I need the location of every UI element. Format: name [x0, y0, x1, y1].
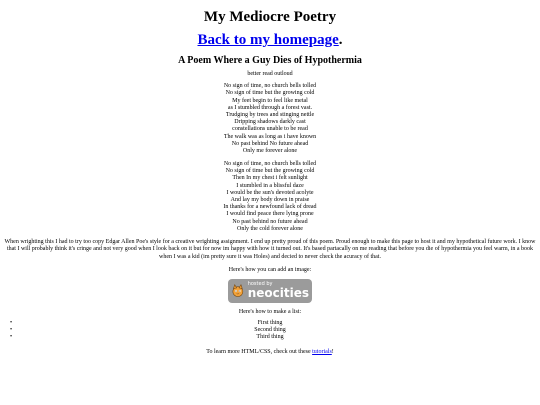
poem-line: Trudging by trees and stinging nettle [225, 111, 315, 118]
list-item: Third thing [256, 334, 284, 341]
poem-line: No past behind no future ahead [232, 218, 308, 225]
poem-line: And lay my body down in praise [230, 197, 310, 203]
bullet-icon: • [10, 334, 13, 341]
badge-wrap [4, 279, 536, 303]
tutorials-link[interactable]: tutorials [312, 349, 332, 356]
bullet-icon: • [10, 327, 13, 333]
stanza-2 [4, 161, 536, 233]
page-title: My Mediocre Poetry [203, 9, 337, 25]
poem-line: I stumbled in a blissful daze [236, 182, 304, 189]
badge-text [248, 282, 309, 299]
poem-line: My feet begin to feel like metal [232, 97, 308, 104]
poem-line: Dripping shadows darkly cast [234, 119, 306, 126]
badge-big-text: neocities [247, 286, 309, 301]
home-period: . [338, 32, 343, 48]
image-caption: Here's how you can add an image: [228, 267, 312, 274]
neocities-badge[interactable] [228, 279, 312, 303]
poem-line: No past behind No future ahead [231, 140, 309, 147]
poem-line: No sign of time but the growing cold [225, 90, 315, 97]
poem-line: Only me forever alone [242, 147, 298, 154]
page [4, 0, 536, 357]
list-bullets [10, 320, 12, 342]
example-list [4, 320, 536, 342]
footer [4, 349, 536, 356]
essay-paragraph: When wrighting this I had to try too copy Edgar Allen Poe's style for a creative wrighting assignment. I end up pretty proud of this poem. Proud enough to make this page to host it and my hypothetical future work. I know that I will probably think it's cringe and not very good when I look back on it but for now im happy with how it turned out. It's based partacally on me reading that before you die of hypothermia you feel warm, in a book when I was a kid (im pretty sure it was Holes) and decied to never check the acuracy of that. [4, 238, 536, 260]
poem-line: I would be the sun's devoted acolyte [226, 189, 314, 196]
footer-prefix: To learn more HTML/CSS, check out these [206, 349, 313, 356]
poem-line: No sign of time but the growing cold [225, 168, 315, 175]
poem-line: In thanks for a newfound lack of dread [223, 204, 317, 211]
poem-line: as I stumbled through a forest vast. [227, 104, 313, 111]
poem-line: The walk was as long as i have known [223, 133, 317, 140]
poem-note: better read outloud [247, 71, 293, 77]
home-link[interactable]: Back to my homepage [197, 32, 339, 48]
poem-line: constellations unable to be read [232, 126, 308, 133]
badge-small-text: hosted by [247, 281, 273, 288]
list-item: Second thing [254, 327, 286, 333]
poem-title: A Poem Where a Guy Dies of Hypothermia [178, 55, 362, 66]
home-link-line [4, 31, 536, 49]
footer-suffix: ! [331, 349, 334, 356]
neocities-cat-icon [231, 280, 245, 302]
list-caption: Here's how to make a list: [238, 308, 302, 315]
list-item: First thing [257, 319, 283, 326]
poem-line: No sign of time, no church bells tolled [223, 161, 317, 168]
bullet-icon: • [10, 319, 13, 326]
poem-line: Only the cold forever alone [237, 225, 303, 232]
poem-line: No sign of time, no church bells tolled [223, 83, 317, 90]
stanza-1 [4, 83, 536, 155]
poem-line: Then In my chest i felt sunlight [232, 175, 308, 182]
poem-line: I would find peace there lying prone [226, 211, 314, 218]
